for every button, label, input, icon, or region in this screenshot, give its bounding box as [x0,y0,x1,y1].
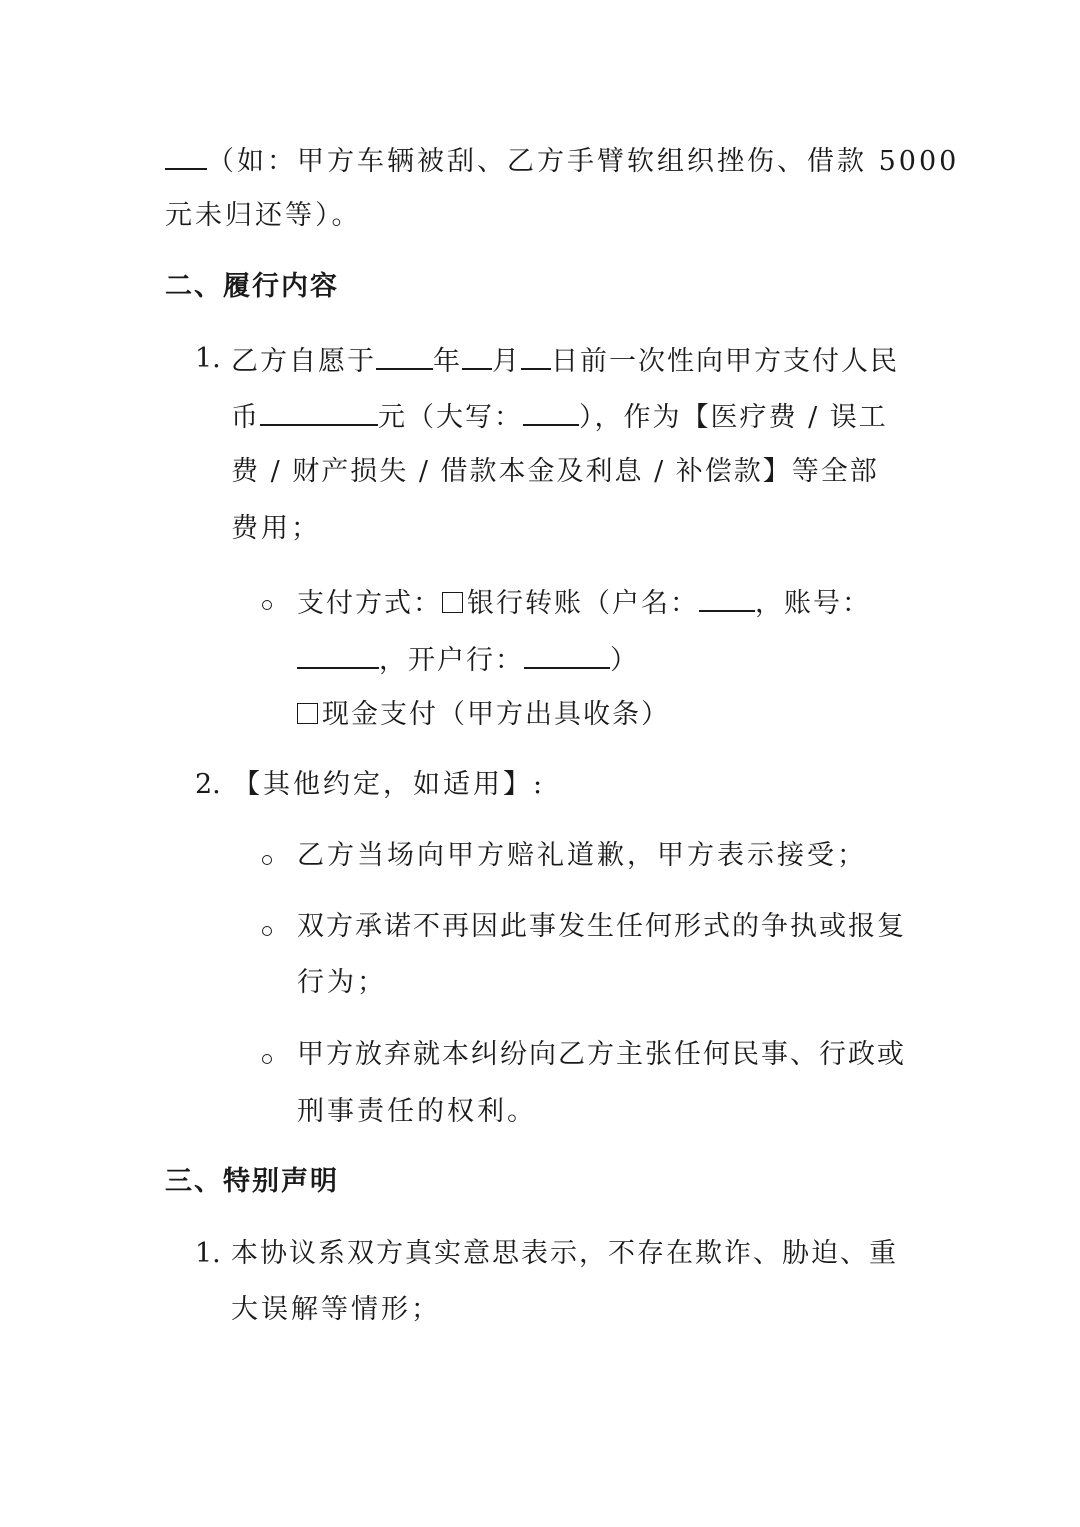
item-number: 1. [195,1238,221,1269]
item1-text: 日前一次性向甲方支付人民 [551,346,899,377]
item1-text: ），作为【医疗费 / 误工 [579,402,888,433]
item2-bullet-2-line-2: 行为； [297,967,387,998]
item2-heading: 【其他约定，如适用】: [233,769,546,800]
bullet-circle [262,855,272,865]
intro-line-2 [165,199,362,233]
payment-line-1 [297,584,871,621]
section3-item1-line-2: 大误解等情形； [231,1294,441,1325]
payment-line-2 [297,641,639,678]
account-number-blank[interactable] [297,641,379,669]
item-number: 2. [195,769,221,800]
intro-text-2: 元未归还等）。 [165,200,362,231]
bank-transfer-checkbox[interactable] [442,592,463,613]
account-number-label: ，账号： [755,588,871,619]
year-blank[interactable] [376,342,433,370]
bullet-circle [262,926,272,936]
item1-text: 币 [231,402,260,433]
bullet-circle [262,600,272,610]
item1-text: 乙方自愿于 [231,346,376,377]
month-label: 月 [492,346,521,377]
blank-field[interactable] [165,142,207,170]
item2-bullet-2-line-1: 双方承诺不再因此事发生任何形式的争执或报复 [297,911,906,942]
section-heading-2: 二、履行内容 [165,271,339,302]
item1-line-1 [231,342,899,379]
cash-label: 现金支付（甲方出具收条） [322,699,670,730]
bank-name-blank[interactable] [524,641,610,669]
item2-bullet-3-line-2: 刑事责任的权利。 [297,1096,537,1127]
year-label: 年 [433,346,462,377]
month-blank[interactable] [462,342,492,370]
payment-line-3 [297,698,670,732]
item1-line-2 [231,398,888,435]
intro-line-1 [165,142,959,179]
bullet-circle [262,1054,272,1064]
close-paren: ） [610,645,639,676]
item1-text: 元（大写： [378,402,523,433]
amount-words-blank[interactable] [523,398,579,426]
account-name-blank[interactable] [699,584,755,612]
section3-item1-line-1: 本协议系双方真实意思表示，不存在欺诈、胁迫、重 [231,1238,898,1269]
item1-line-4: 费用； [231,513,321,544]
section-heading-3: 三、特别声明 [165,1166,339,1197]
item2-bullet-3-line-1: 甲方放弃就本纠纷向乙方主张任何民事、行政或 [297,1039,906,1070]
amount-blank[interactable] [260,398,378,426]
day-blank[interactable] [521,342,551,370]
item2-bullet-1: 乙方当场向甲方赔礼道歉，甲方表示接受； [297,840,867,871]
bank-transfer-label: 银行转账（户名： [467,588,699,619]
cash-checkbox[interactable] [297,703,318,724]
intro-text-1: （如：甲方车辆被刮、乙方手臂软组织挫伤、借款 5000 [207,146,960,177]
item-number: 1. [195,343,221,374]
payment-label: 支付方式： [297,588,442,619]
item1-line-3: 费 / 财产损失 / 借款本金及利息 / 补偿款】等全部 [231,456,879,487]
bank-label: ，开户行： [379,645,524,676]
